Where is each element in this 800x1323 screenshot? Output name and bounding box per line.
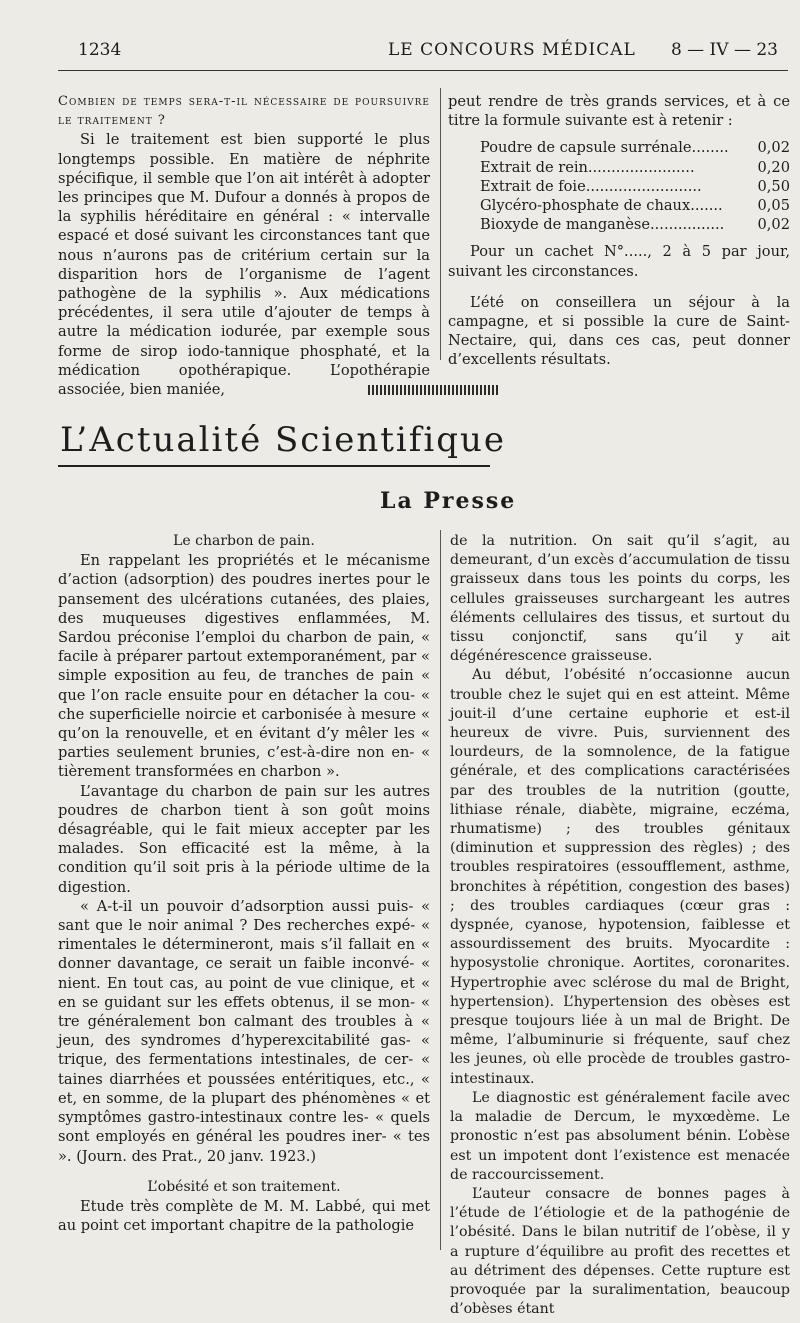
ingredient-name: Extrait de rein....................... [480, 158, 695, 176]
article-heading: Le charbon de pain. [173, 533, 315, 549]
ingredient-dose: 0,05 [757, 197, 790, 215]
ornamental-divider [368, 385, 498, 395]
issue-date: 8 — IV — 23 [670, 40, 778, 60]
formula-row [480, 158, 790, 177]
paragraph: peut rendre de très grands services, et à ce titre la formule suivante est à retenir : [448, 93, 790, 130]
top-left-column [58, 92, 430, 399]
ingredient-name: Extrait de foie......................... [480, 177, 702, 195]
column-divider-top [440, 88, 441, 360]
bottom-right-column [450, 532, 790, 1319]
formula-row [480, 196, 790, 215]
paragraph: Le diagnostic est généralement facile avec la maladie de Dercum, le myxœdème. Le pronostic n’est pas absolument bénin. L’obèse est un impotent dont l’existence est menacée de raccourcissement. [450, 1089, 790, 1183]
paragraph: Pour un cachet N°....., 2 à 5 par jour, suivant les circonstances. [448, 243, 790, 280]
ingredient-name: Glycéro-phosphate de chaux....... [480, 197, 723, 215]
article-heading: L’obésité et son traitement. [147, 1178, 341, 1195]
journal-title: LE CONCOURS MÉDICAL [388, 40, 636, 60]
paragraph: L’auteur consacre de bonnes pages à l’étude de l’étiologie et de la pathogénie de l’obésité. Dans le bilan nutritif de l’obèse, il y a rupture d’équilibre au profit des recettes et au détriment des dépenses. Cette rupture est provoquée par la suralimentation, beaucoup d’obèses étant [450, 1185, 790, 1318]
section-rule [58, 465, 490, 467]
ingredient-name: Poudre de capsule surrénale........ [480, 139, 729, 157]
formula-row [480, 215, 790, 234]
formula-row [480, 177, 790, 196]
bottom-left-column [58, 532, 430, 1235]
paragraph: En rappelant les propriétés et le mécanisme d’action (adsorption) des poudres inertes pour le pansement des ulcérations cutanées, des plaies, des muqueuses digestives enflammées, M. Sardou préconise l’emploi du charbon de pain, « facile à préparer partout extemporanément, par « simple exposition au feu, de tranches de pain « que l’on racle ensuite pour en détacher la cou- « che superficielle noircie et carbonisée à mesure « qu’on la renouvelle, et en évitant d’y mêler les « parties seulement brunies, c’est-à-dire non en- « tièrement transformées en charbon ». [58, 552, 430, 781]
paragraph: Etude très complète de M. M. Labbé, qui met au point cet important chapitre de la pathologie [58, 1197, 430, 1235]
formula-list [480, 138, 790, 234]
section-subtitle: La Presse [380, 488, 517, 514]
paragraph: L’été on conseillera un séjour à la campagne, et si possible la cure de Saint-Nectaire, qui, dans ces cas, peut donner d’excellents résultats. [448, 293, 790, 369]
column-divider-bottom [440, 530, 441, 1250]
question-heading: Combien de temps sera-t-il nécessaire de poursuivre le traitement ? [58, 94, 430, 129]
formula-row [480, 138, 790, 157]
ingredient-dose: 0,20 [757, 158, 790, 176]
ingredient-dose: 0,02 [757, 139, 790, 157]
ingredient-dose: 0,02 [757, 216, 790, 234]
top-right-column [448, 92, 790, 370]
page-header [58, 38, 788, 64]
paragraph: « A-t-il un pouvoir d’adsorption aussi puis- « sant que le noir animal ? Des recherches expé- « rimentales le détermineront, mais s’il fallait en « donner davantage, ce serait un faible inconvé- « nient. En tout cas, au point de vue clinique, et « en se guidant sur les effets obtenus, il se mon- « tre généralement bon calmant des troubles à « jeun, des syndromes d’hyperexcitabilité gas- « trique, des fermentations intestinales, de cer- « taines diarrhées et poussées entéritiques, etc., « et, en somme, de la plupart des phénomènes « et symptômes gastro-intestinaux contre les- « quels sont employés en général les poudres iner- « tes ». (Journ. des Prat., 20 janv. 1923.) [58, 897, 430, 1165]
section-title: L’Actualité Scientifique [60, 420, 507, 460]
header-rule [58, 70, 788, 71]
paragraph: Si le traitement est bien supporté le plus longtemps possible. En matière de néphrite spécifique, il semble que l’on ait intérêt à adopter les principes que M. Dufour a donnés à propos de la syphilis héréditaire en général : « intervalle espacé et dosé suivant les circonstances tant que nous n’aurons pas de critérium certain sur la disparition hors de l’organisme de l’agent pathogène de la syphilis ». Aux médications précédentes, il sera utile d’ajouter de temps à autre la médication iodurée, par exemple sous forme de sirop iodo-tannique phosphaté, et la médication opothérapique. L’opothérapie associée, bien maniée, [58, 131, 430, 399]
ingredient-dose: 0,50 [757, 177, 790, 195]
paragraph: Au début, l’obésité n’occasionne aucun trouble chez le sujet qui en est atteint. Même jouit-il d’une certaine euphorie et est-il heureux de vivre. Puis, surviennent des lourdeurs, de la somnolence, de la fatigue générale, et des complications caractérisées par des troubles de la nutrition (goutte, lithiase rénale, diabète, migraine, eczéma, rhumatisme) ; des troubles génitaux (diminution et suppression des règles) ; des troubles respiratoires (essoufflement, asthme, bronchites à répétition, congestion des bases) ; des troubles cardiaques (cœur gras : dyspnée, cyanose, hypotension, faiblesse et assourdissement des bruits. Myocardite : hyposystolie chronique. Aortites, coronarites. Hypertrophie avec sclérose du mal de Bright, hypertension). L’hypertension des obèses est presque toujours liée à un mal de Bright. De même, l’albuminurie si fréquente, sauf chez les jeunes, où elle procède de troubles gastro-intestinaux. [450, 667, 790, 1087]
paragraph: L’avantage du charbon de pain sur les autres poudres de charbon tient à son goût moins désagréable, qui le fait mieux accepter par les malades. Son efficacité est la même, à la condition qu’il soit pris à la période ultime de la digestion. [58, 782, 430, 896]
ingredient-name: Bioxyde de manganèse................ [480, 216, 725, 234]
page-number: 1234 [78, 40, 122, 60]
paragraph: de la nutrition. On sait qu’il s’agit, au demeurant, d’un excès d’accumulation de tissu graisseux dans tous les points du corps, les cellules graisseuses surchargeant les autres éléments cellulaires des tissus, et surtout du tissu conjonctif, sans qu’il y ait dégénérescence graisseuse. [450, 533, 790, 665]
